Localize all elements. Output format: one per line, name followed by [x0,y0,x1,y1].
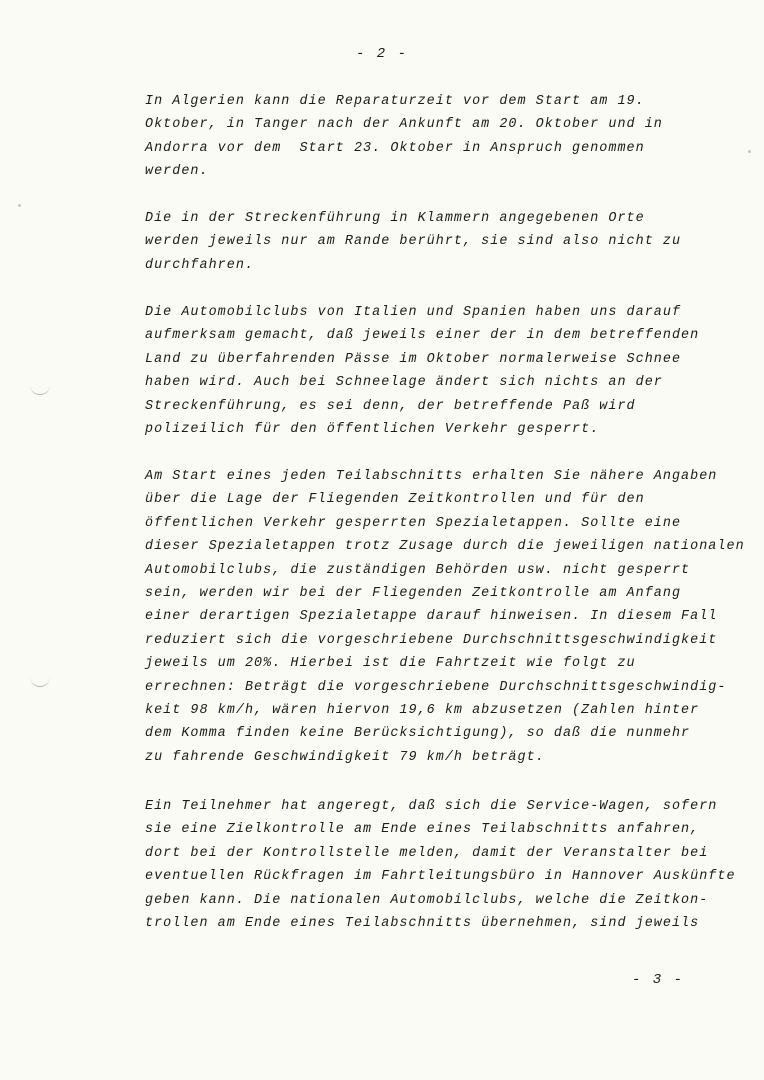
text-line: einer derartigen Spezialetappe darauf hinweisen. In diesem Fall [145,609,718,625]
text-line: zu fahrende Geschwindigkeit 79 km/h beträgt. [145,749,545,765]
text-line: geben kann. Die nationalen Automobilclubs, welche die Zeitkon- [145,892,709,908]
text-line: Die in der Streckenführung in Klammern angegebenen Orte [145,211,645,226]
text-line: keit 98 km/h, wären hiervon 19,6 km abzusetzen (Zahlen hinter [145,702,700,718]
page-number: - 2 - [355,46,408,62]
text-line: Oktober, in Tanger nach der Ankunft am 20. Oktober und in [145,117,663,133]
text-line: eventuellen Rückfragen im Fahrtleitungsbüro in Hannover Auskünfte [145,869,736,885]
text-line: haben wird. Auch bei Schneelage ändert sich nichts an der [145,375,663,391]
text-line: trollen am Ende eines Teilabschnitts übernehmen, sind jeweils [145,915,700,931]
text-line: polizeilich für den öffentlichen Verkehr gesperrt. [145,421,600,437]
text-line: Automobilclubs, die zuständigen Behörden usw. nicht gesperrt [145,562,691,578]
text-line: Ein Teilnehmer hat angeregt, daß sich die Service-Wagen, sofern [145,799,718,814]
text-line: öffentlichen Verkehr gesperrten Spezialetappen. Sollte eine [145,515,682,531]
paragraph-special-stages [145,465,757,769]
text-line: werden. [145,164,209,180]
text-line: dort bei der Kontrollstelle melden, damit der Veranstalter bei [145,845,709,861]
paragraph-service-cars [145,795,757,935]
paragraph-repair-time [145,90,757,184]
text-line: Land zu überfahrenden Pässe im Oktober normalerweise Schnee [145,351,682,367]
next-page-marker: - 3 - [632,972,685,988]
punch-hole-mark [30,676,50,687]
paragraph-route-brackets [145,207,757,277]
paper-speck [18,204,21,207]
text-line: errechnen: Beträgt die vorgeschriebene Durchschnittsgeschwindig- [145,679,727,695]
text-line: Andorra vor dem Start 23. Oktober in Anspruch genommen [145,140,645,156]
text-line: Die Automobilclubs von Italien und Spanien haben uns darauf [145,305,682,320]
punch-hole-mark [30,384,50,395]
text-line: werden jeweils nur am Rande berührt, sie sind also nicht zu [145,234,682,250]
paragraph-snow-passes [145,301,757,441]
text-line: über die Lage der Fliegenden Zeitkontrollen und für den [145,492,645,508]
text-line: durchfahren. [145,257,255,273]
text-line: reduziert sich die vorgeschriebene Durchschnittsgeschwindigkeit [145,632,718,648]
text-line: Am Start eines jeden Teilabschnitts erhalten Sie nähere Angaben [145,469,718,484]
text-line: sie eine Zielkontrolle am Ende eines Teilabschnitts anfahren, [145,822,700,838]
text-line: dieser Spezialetappen trotz Zusage durch die jeweiligen nationalen [145,539,745,555]
text-line: dem Komma finden keine Berücksichtigung), so daß die nunmehr [145,726,691,742]
text-line: In Algerien kann die Reparaturzeit vor dem Start am 19. [145,94,645,109]
text-line: jeweils um 20%. Hierbei ist die Fahrtzeit wie folgt zu [145,656,636,672]
text-line: Streckenführung, es sei denn, der betreffende Paß wird [145,398,636,414]
text-line: aufmerksam gemacht, daß jeweils einer der in dem betreffenden [145,328,700,344]
text-line: sein, werden wir bei der Fliegenden Zeitkontrolle am Anfang [145,585,682,601]
